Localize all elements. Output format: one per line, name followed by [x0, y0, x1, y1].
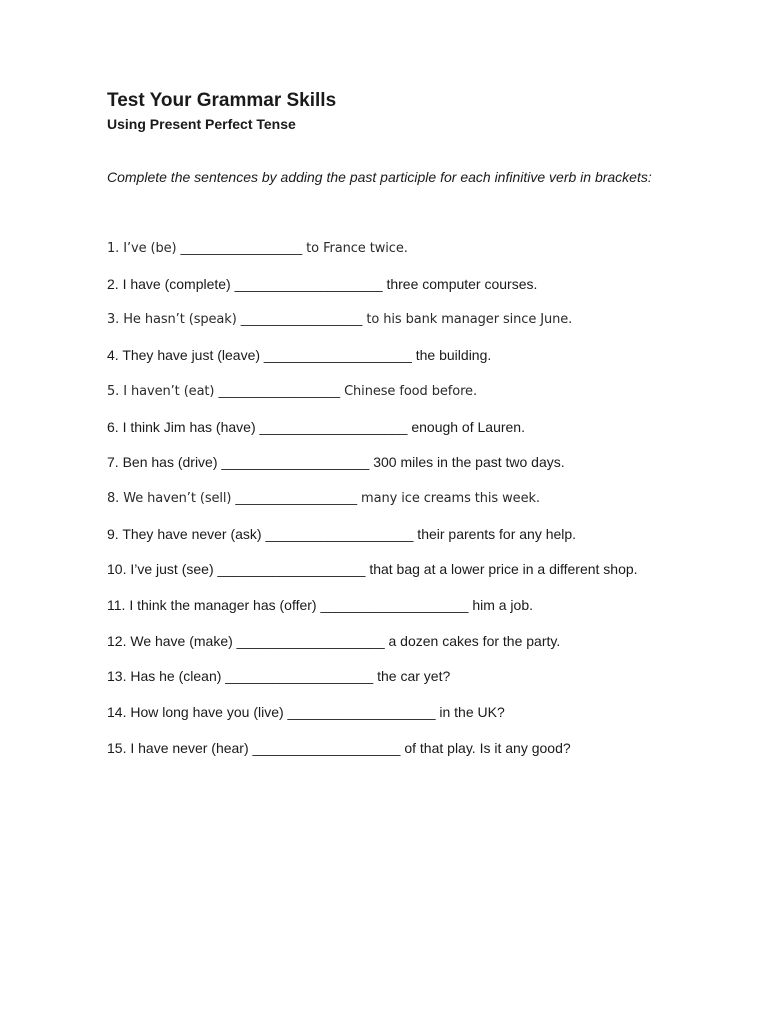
- question-item: 14. How long have you (live) ___________________ in the UK?: [107, 704, 505, 721]
- question-list: [107, 231, 667, 767]
- question-item: 13. Has he (clean) ___________________ the car yet?: [107, 668, 451, 685]
- question-item: 2. I have (complete) ___________________ three computer courses.: [107, 275, 538, 292]
- question-item: 10. I’ve just (see) ___________________ that bag at a lower price in a different shop.: [107, 561, 638, 578]
- question-item: 5. I haven’t (eat) ___________________ Chinese food before.: [107, 383, 477, 399]
- question-item: 8. We haven’t (sell) ___________________ many ice creams this week.: [107, 490, 540, 506]
- question-item: 3. He hasn’t (speak) ___________________ to his bank manager since June.: [107, 312, 573, 328]
- question-item: 12. We have (make) ___________________ a dozen cakes for the party.: [107, 632, 561, 649]
- question-item: 7. Ben has (drive) ___________________ 300 miles in the past two days.: [107, 454, 565, 471]
- question-item: 4. They have just (leave) ___________________ the building.: [107, 347, 492, 364]
- instructions: Complete the sentences by adding the past participle for each infinitive verb in brackets:: [107, 169, 652, 185]
- question-item: 6. I think Jim has (have) ___________________ enough of Lauren.: [107, 418, 525, 435]
- question-item: 11. I think the manager has (offer) ___________________ him a job.: [107, 597, 534, 614]
- page-subtitle: Using Present Perfect Tense: [107, 116, 296, 132]
- question-item: 9. They have never (ask) ___________________ their parents for any help.: [107, 525, 577, 542]
- question-item: 15. I have never (hear) ___________________ of that play. Is it any good?: [107, 739, 571, 756]
- page-title: Test Your Grammar Skills: [107, 90, 337, 111]
- question-item: 1. I’ve (be) ___________________ to France twice.: [107, 241, 408, 256]
